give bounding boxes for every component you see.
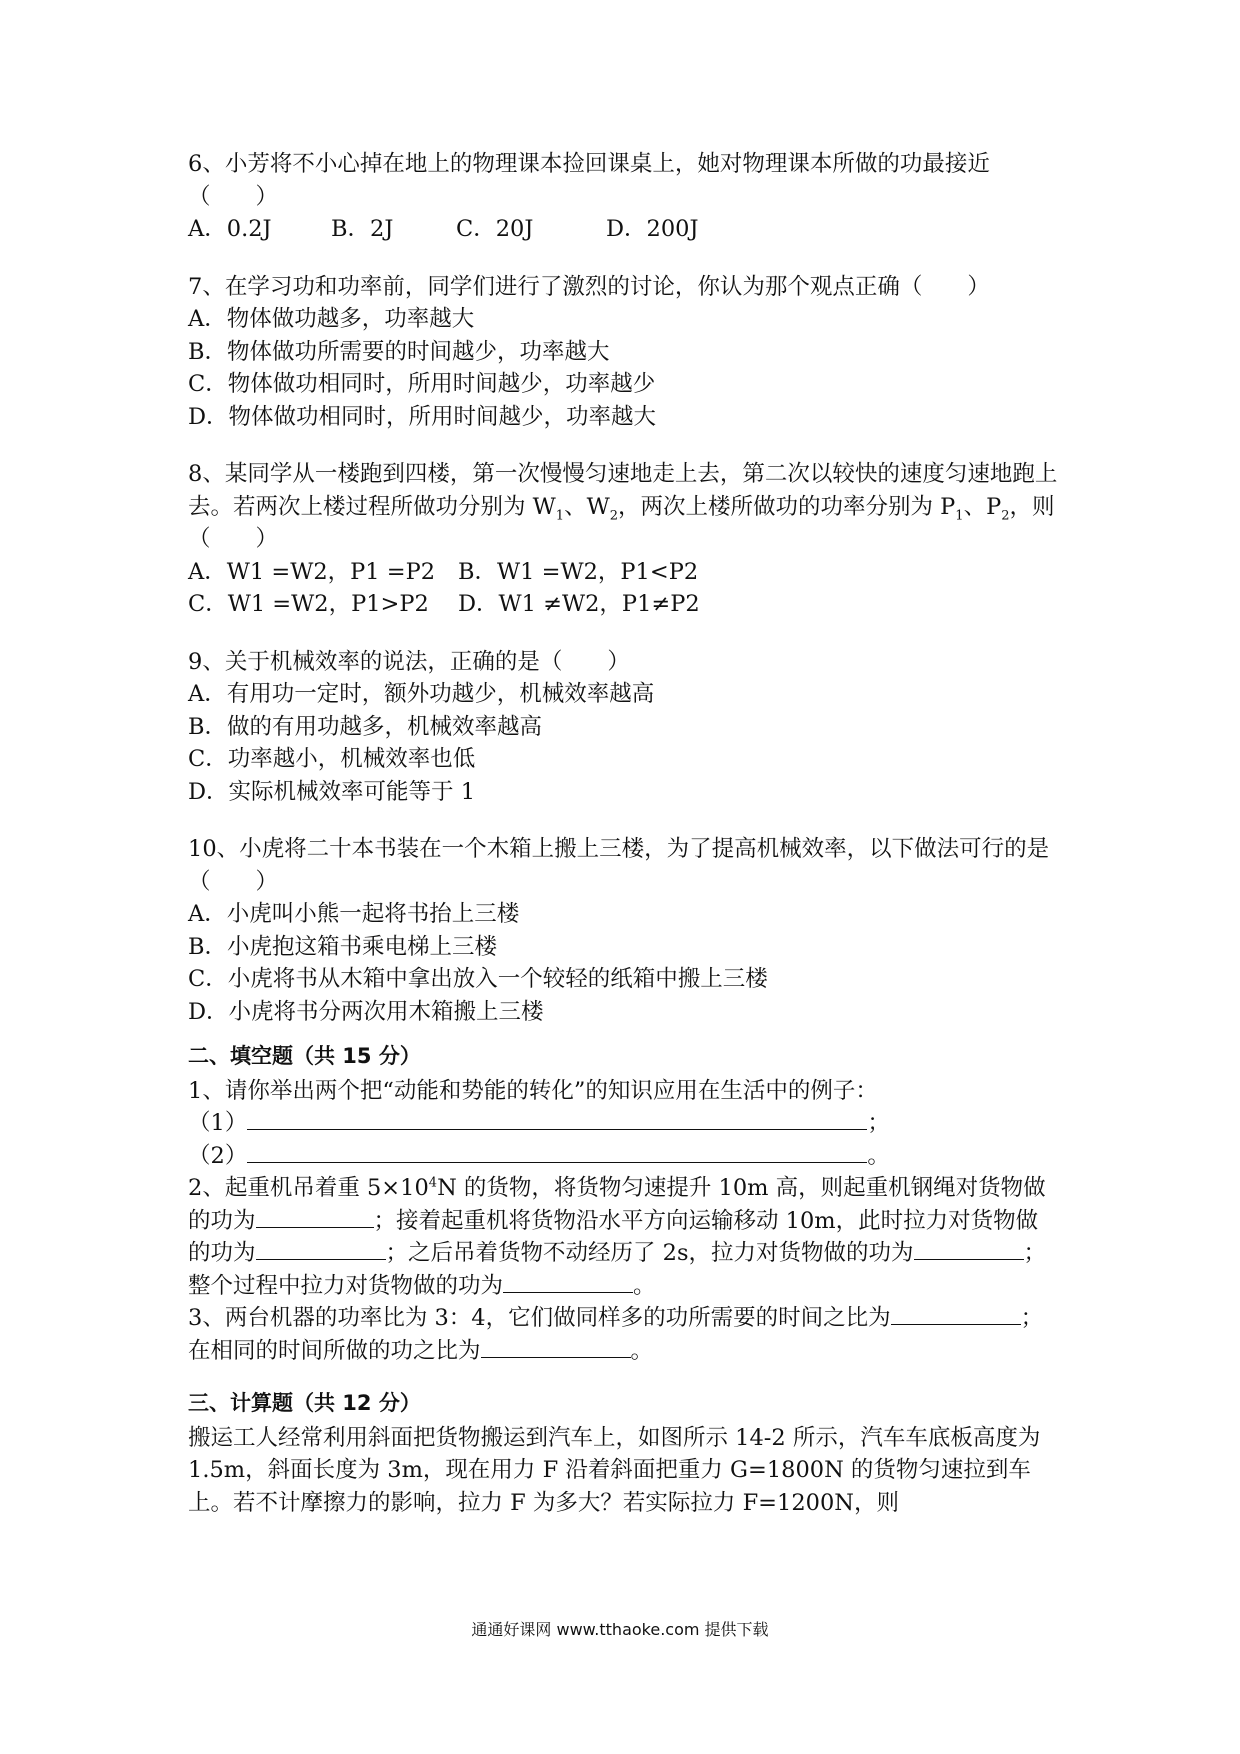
question-8-option-a: A．W1 =W2，P1 =P2 (188, 558, 436, 585)
page-content (188, 148, 1058, 1519)
question-8-option-d: D．W1 ≠W2，P1≠P2 (458, 591, 700, 617)
answer-blank[interactable] (481, 1335, 631, 1358)
fill-2-text: ；之后吊着货物不动经历了 2s，拉力对货物做的功为 (385, 1240, 914, 1266)
question-6-stem: 6、小芳将不小心掉在地上的物理课本捡回课桌上，她对物理课本所做的功最接近（ ） (188, 151, 990, 210)
fill-1-stem: 1、请你举出两个把“动能和势能的转化”的知识应用在生活中的例子： (188, 1077, 878, 1104)
fill-2-text: 2、起重机吊着重 5×10 (188, 1175, 429, 1201)
fill-1-line-2 (188, 1140, 1058, 1173)
question-10-option-a: A．小虎叫小熊一起将书抬上三楼 (188, 901, 520, 927)
question-9-option-d: D．实际机械效率可能等于 1 (188, 778, 476, 805)
question-6 (188, 148, 1058, 246)
section-3-title: 三、计算题（共 12 分） (188, 1391, 421, 1415)
question-9-option-b: B．做的有用功越多，机械效率越高 (188, 713, 543, 740)
fill-3-text: ；在相同的时间所做的功之比为 (188, 1305, 1044, 1364)
fill-1-line-2-label: （2） (188, 1142, 248, 1169)
section-2-body (188, 1075, 1058, 1368)
question-10-stem: 10、小虎将二十本书装在一个木箱上搬上三楼，为了提高机械效率，以下做法可行的是（ ） (188, 836, 1050, 895)
fill-2 (188, 1172, 1058, 1302)
fill-3-text: 3、两台机器的功率比为 3：4，它们做同样多的功所需要的时间之比为 (188, 1305, 891, 1331)
question-7-option-d: D．物体做功相同时，所用时间越少，功率越大 (188, 403, 657, 430)
fill-2-text: ；接着起重机将货物沿水平方向运输移动 10m，此时拉力对货物做的功为 (188, 1207, 1039, 1266)
question-7-option-c: C．物体做功相同时，所用时间越少，功率越少 (188, 371, 656, 397)
question-6-option-c: C．20J (456, 216, 534, 242)
fill-1-line-1-end: ； (867, 1110, 890, 1136)
section-3-text: 搬运工人经常利用斜面把货物搬运到汽车上，如图所示 14-2 所示，汽车车底板高度为 1.5m，斜面长度为 3m，现在用力 F 沿着斜面把重力 G=1800N 的货物匀速拉到车上。若不计摩擦力的影响，拉力 F 为多大？若实际拉力 F=1200N，则 (188, 1424, 1041, 1516)
question-7-option-a: A．物体做功越多，功率越大 (188, 306, 475, 332)
question-10-option-b: B．小虎抱这箱书乘电梯上三楼 (188, 933, 498, 960)
question-8-option-b: B．W1 =W2，P1<P2 (458, 558, 699, 585)
answer-blank[interactable] (914, 1237, 1024, 1260)
question-8-options-row-2 (188, 588, 1058, 621)
question-6-options (188, 213, 1058, 246)
answer-blank[interactable] (247, 1140, 867, 1163)
question-7-option-b: B．物体做功所需要的时间越少，功率越大 (188, 338, 610, 365)
question-8-stem: 8、某同学从一楼跑到四楼，第一次慢慢匀速地走上去，第二次以较快的速度匀速地跑上去。若两次上楼过程所做功分别为 $W_1$、$W_2$，两次上楼所做功的功率分别为 $P_1$、$P_2$，则（ ） (188, 461, 1058, 552)
question-9-option-a: A．有用功一定时，额外功越少，机械效率越高 (188, 681, 655, 707)
fill-3 (188, 1302, 1058, 1367)
q8-stem-part: 、P (963, 493, 1002, 520)
question-7-stem: 7、在学习功和功率前，同学们进行了激烈的讨论，你认为那个观点正确（ ） (188, 273, 990, 300)
q8-stem-part: 8、某同学从一楼跑到四楼，第一次慢慢匀速地走上去，第二次以较快的速度匀速地跑上去。若两次上楼过程所做功分别为 W (188, 461, 1058, 520)
question-6-option-b: B．2J (331, 216, 394, 242)
fill-2-text: 。 (633, 1272, 656, 1299)
answer-blank[interactable] (891, 1302, 1021, 1325)
question-9-stem: 9、关于机械效率的说法，正确的是（ ） (188, 648, 630, 675)
q8-stem-part: 、W (564, 493, 610, 520)
fill-1-line-1-label: （1） (188, 1110, 248, 1136)
answer-blank[interactable] (247, 1107, 867, 1130)
question-8 (188, 458, 1058, 621)
question-9 (188, 646, 1058, 809)
fill-1-line-2-end: 。 (867, 1142, 890, 1169)
page-footer: 通通好课网 www.tthaoke.com 提供下载 (471, 1620, 769, 1639)
fill-3-text: 。 (630, 1337, 654, 1364)
question-7 (188, 271, 1058, 434)
answer-blank[interactable] (256, 1237, 386, 1260)
fill-2-exponent: 4 (428, 1175, 438, 1191)
question-8-options-row-1 (188, 556, 1058, 589)
question-6-option-a: A．0.2J (188, 216, 272, 242)
question-6-option-d: D．200J (606, 216, 699, 242)
q8-stem-part: ，则（ ） (188, 493, 1055, 552)
question-10 (188, 833, 1058, 1028)
q8-stem-part: ，两次上楼所做功的功率分别为 P (617, 493, 956, 520)
question-10-option-d: D．小虎将书分两次用木箱搬上三楼 (188, 998, 544, 1025)
answer-blank[interactable] (256, 1205, 374, 1228)
section-2-title: 二、填空题（共 15 分） (188, 1044, 421, 1068)
fill-1-line-1 (188, 1107, 1058, 1140)
question-9-option-c: C．功率越小，机械效率也低 (188, 746, 476, 772)
answer-blank[interactable] (503, 1270, 633, 1293)
question-8-option-c: C．W1 =W2，P1>P2 (188, 591, 429, 617)
fill-2-text: ；整个过程中拉力对货物做的功为 (188, 1240, 1047, 1299)
question-10-option-c: C．小虎将书从木箱中拿出放入一个较轻的纸箱中搬上三楼 (188, 966, 768, 992)
fill-2-text: N 的货物，将货物匀速提升 10m 高，则起重机钢绳对货物做的功为 (188, 1175, 1046, 1234)
